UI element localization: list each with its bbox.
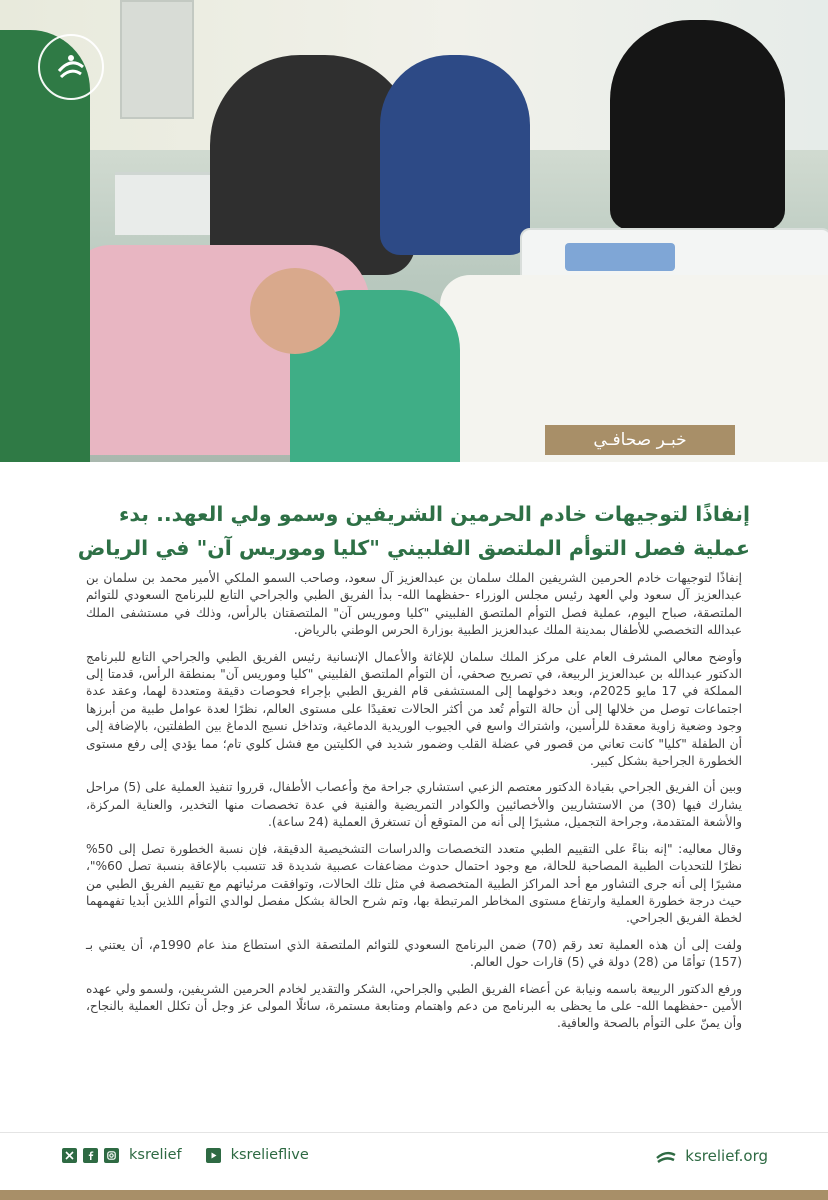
x-icon[interactable]: [62, 1148, 77, 1163]
website-link[interactable]: ksrelief.org: [685, 1147, 768, 1165]
paragraph: وأوضح معالي المشرف العام على مركز الملك سلمان للإغاثة والأعمال الإنسانية رئيس الفريق الطبي والجراحي التابع للبرنامج الدكتور عبدالله بن عبدالعزيز الربيعة، في تصريح صحفي، أن التوأم الملتصق الفلبيني "كليا وموريس آن" بمنطقة الرأس، قدمتا إلى المملكة في 17 مايو 2025م، وبعد دخولهما إلى المستشفى قام الفريق الطبي بإجراء فحوصات دقيقة ومتعددة لهما، وعقد عدة اجتماعات توصل من خلالها إلى أن حالة التوأم تُعد من أكثر الحالات تعقيدًا على مستوى العالم، نظرًا لعدة عوامل طبية من أبرزها وجود وضعية زاوية معقدة للرأسين، واشتراك واسع في الجيوب الوريدية الدماغية، وتداخل نسيج الدماغ بين الطفلتين، بالإضافة إلى أن الطفلة "كليا" كانت تعاني من قصور في عضلة القلب وضمور شديد في الكليتين مع فشل كلوي تام؛ مما يؤدي إلى رفع مستوى الخطورة الجراحية بشكل كبير.: [86, 649, 742, 769]
headline: [70, 497, 750, 565]
article-body: [86, 570, 742, 1042]
paragraph: وقال معاليه: "إنه بناءً على التقييم الطبي متعدد التخصصات والدراسات التشخيصية الدقيقة، فإن نسبة الخطورة تصل إلى 50% نظرًا للتحديات الطبية المصاحبة للحالة، مع وجود احتمال حدوث مضاعفات عصبية شديدة قد تتسبب بالإعاقة بنسبة تصل 60%"، مشيرًا إلى أنه جرى التشاور مع أحد المراكز الطبية المتخصصة في مثل تلك الحالات، وتوافقت مرئياتهم مع تقييم الفريق الطبي من حيث درجة خطورة العملية وارتفاع مستوى المخاطر المرتبطة بها، وتم شرح الحالة بشكل مفصل لوالدي التوأم اللذين أبديا تفهمهما لخطة الفريق الجراحي.: [86, 841, 742, 926]
instagram-icon[interactable]: [104, 1148, 119, 1163]
hero-photo: [0, 0, 828, 462]
paragraph: وبين أن الفريق الجراحي بقيادة الدكتور معتصم الزعبي استشاري جراحة مخ وأعصاب الأطفال، قرروا تنفيذ العملية على (5) مراحل يشارك فيها (30) من الاستشاريين والأخصائيين والكوادر التمريضية والفنية في عدة تخصصات منها التخدير، والعناية المركزة، والأشعة المتقدمة، وجراحة التجميل، مشيرًا إلى أنه من المتوقع أن تستغرق العملية (24 ساعة).: [86, 780, 743, 830]
facebook-icon[interactable]: [83, 1148, 98, 1163]
social-links: [62, 1147, 327, 1163]
handle-ksrelief[interactable]: ksrelief: [129, 1147, 182, 1163]
ksrelief-logo: [38, 34, 104, 100]
paragraph: إنفاذًا لتوجيهات خادم الحرمين الشريفين الملك سلمان بن عبدالعزيز آل سعود، وصاحب السمو الملكي الأمير محمد بن سلمان بن عبدالعزيز آل سعود ولي العهد رئيس مجلس الوزراء -حفظهما الله- بدأ الفريق الطبي والجراحي التابع للبرنامج السعودي للتوائم الملتصقة، صباح اليوم، عملية فصل التوأم الملتصق الفلبيني "كليا وموريس آن" الملتصقتان بالرأس، وذلك في مستشفى الملك عبدالله التخصصي للأطفال بمدينة الملك عبدالعزيز الطبية بوزارة الحرس الوطني بالرياض.: [86, 571, 742, 638]
website-link-group: [655, 1147, 768, 1165]
youtube-icon[interactable]: [206, 1148, 221, 1163]
ksrelief-mark-icon: [655, 1148, 677, 1164]
photo-bed-panel: [565, 243, 675, 271]
headline-line-1: إنفاذًا لتوجيهات خادم الحرمين الشريفين وسمو ولي العهد.. بدء: [118, 502, 750, 526]
photo-cabinet: [120, 0, 194, 119]
bottom-gold-bar: [0, 1190, 828, 1200]
paragraph: ورفع الدكتور الربيعة باسمه ونيابة عن أعضاء الفريق الطبي والجراحي، الشكر والتقدير لخادم الحرمين الشريفين، ولسمو ولي عهده الأمين -حفظهما الله- على ما يحظى به البرنامج من دعم واهتمام ومتابعة مستمرة، سائلًا المولى عز وجل أن تكلل العملية بالنجاح، وأن يمنّ على التوأم بالصحة والعافية.: [86, 981, 742, 1031]
ksrelief-logo-icon: [51, 47, 91, 87]
photo-nurse-figure: [610, 20, 785, 230]
press-release-tag: [545, 425, 735, 455]
photo-patient-head: [250, 268, 340, 354]
handle-ksrelieflive[interactable]: ksrelieflive: [230, 1147, 309, 1163]
headline-line-2: عملية فصل التوأم الملتصق الفلبيني "كليا وموريس آن" في الرياض: [77, 536, 750, 560]
footer: [0, 1132, 828, 1183]
paragraph: ولفت إلى أن هذه العملية تعد رقم (70) ضمن البرنامج السعودي للتوائم الملتصقة الذي استطاع منذ عام 1990م، أن يعتني بـ (157) توأمًا من (28) دولة في (5) قارات حول العالم.: [86, 937, 743, 970]
press-release-tag-label: خبـر صحافـي: [593, 430, 687, 450]
photo-father-figure: [380, 55, 530, 255]
